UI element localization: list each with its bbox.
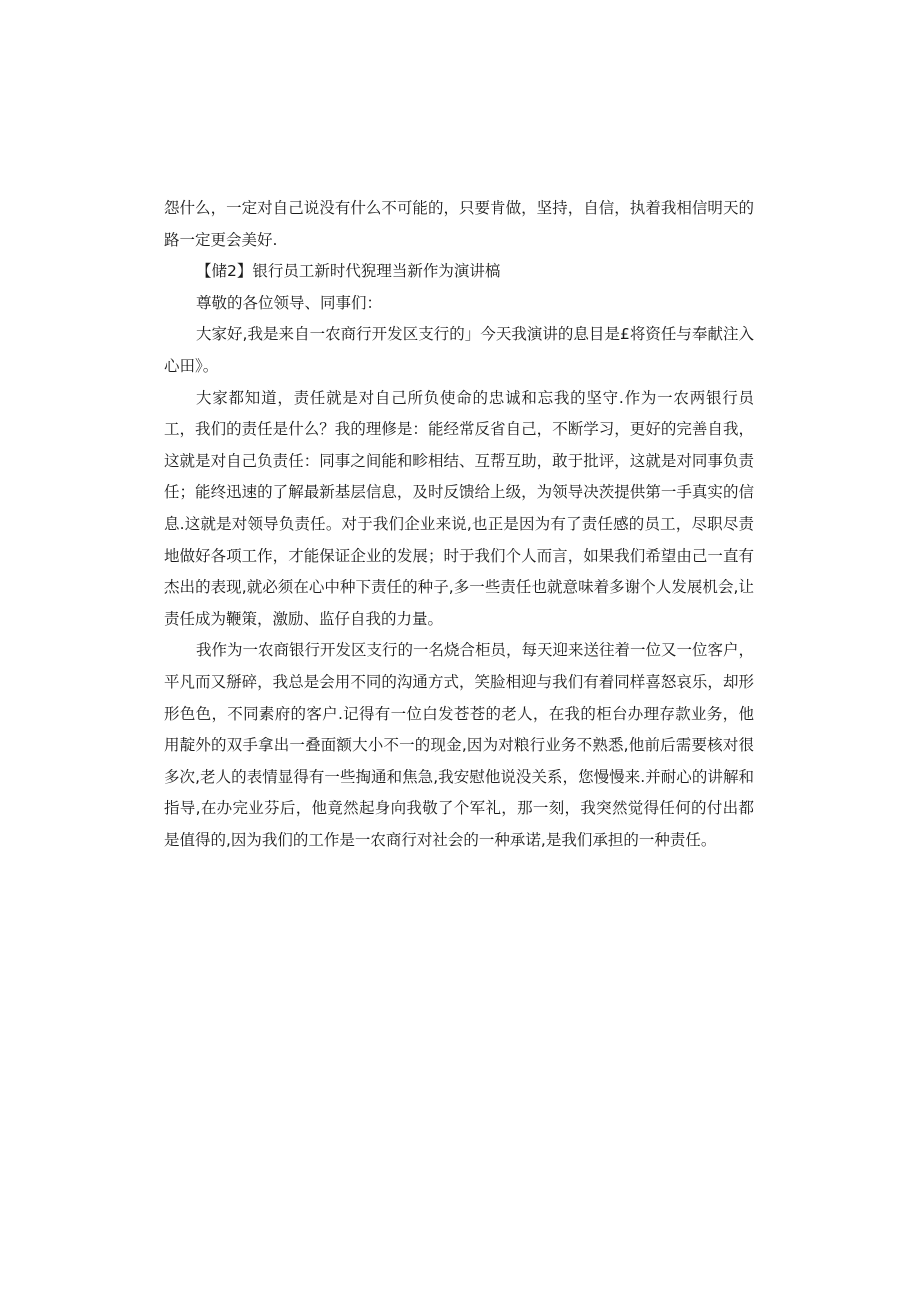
document-body [164, 193, 754, 856]
speech-title: 【储2】银行员工新时代猊理当新作为演讲槁 [196, 262, 501, 281]
paragraph-continuation: 怨什么，一定对自己说没有什么不可能的，只要肯做，坚持，自信，执着我相信明天的路一定更会美好. [164, 199, 754, 249]
paragraph-teller-story: 我作为一农商银行开发区支行的一名烧合柜员，每天迎来送往着一位又一位客户，平凡而又掰碎，我总是会用不同的沟通方式，笑脸相迎与我们有着同样喜怒哀乐，却形形色色，不同素府的客户.记得有一位白发苍苍的老人，在我的柜台办理存款业务，他用靛外的双手拿出一叠面额大小不一的现金,因为对粮行业务不熟悉,他前后需要核对很多次,老人的表情显得有一些掏通和焦急,我安慰他说没关系，您慢慢来.并耐心的讲解和指导,在办完业芬后，他竟然起身向我敬了个军礼，那一刻，我突然觉得任何的付出都是值得的,因为我们的工作是一农商行对社会的一种承诺,是我们承担的一种责任。 [164, 641, 755, 849]
paragraph-responsibility: 大家都知道，责任就是对自己所负使命的忠诚和忘我的坚守.作为一农两银行员工，我们的责任是什么？我的理修是：能经常反省自己，不断学习，更好的完善自我，这就是对自己负责任：同事之间能和畛相结、互帮互助，敢于批评，这就是对同事负责任；能终迅速的了解最新基层信息，及时反馈给上级，为领导决茨提供第一手真实的信息.这就是对领导负责任。对于我们企业来说,也正是因为有了责任感的员工，尽职尽责地做好各项工作，才能保证企业的发展；时于我们个人而言，如果我们希望由己一直有杰出的表现,就必须在心中种下责任的种子,多一些责任也就意味着多谢个人发展机会,让责任成为鞭策，激励、监仔自我的力量。 [164, 388, 754, 628]
paragraph-greeting: 大家好,我是来自一农商行开发区支行的」今天我演讲的息目是£将资任与奉献注入心田》。 [164, 325, 754, 375]
salutation: 尊敬的各位领导、同事们： [196, 293, 383, 312]
